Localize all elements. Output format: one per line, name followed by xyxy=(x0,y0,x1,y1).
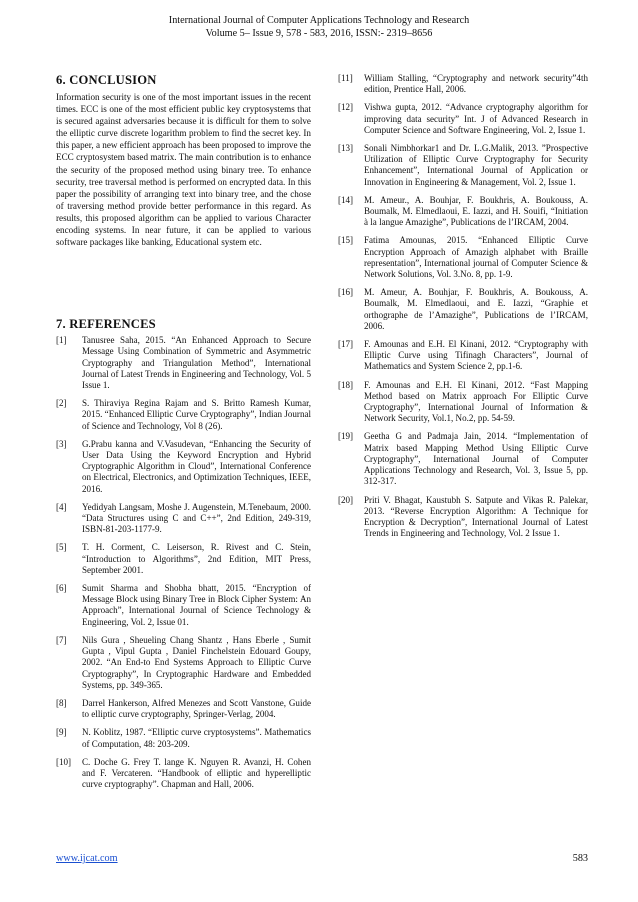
reference-text: Tanusree Saha, 2015. “An Enhanced Approach to Secure Message Using Combination of Symmetric and Asymmetric Cryptography and Triangulation Method”, International Journal of Latest Trends in Engineering and Technology, Vol. 5 Issue 1. xyxy=(82,335,311,391)
reference-text: Priti V. Bhagat, Kaustubh S. Satpute and Vikas R. Palekar, 2013. “Reverse Encryption Algorithm: A Technique for Encryption & Decryption”, International Journal of Latest Trends in Engineering and Technology, Vol. 2 Issue 1. xyxy=(364,494,588,539)
reference-item xyxy=(338,287,588,332)
reference-number: [15] xyxy=(338,235,354,246)
reference-number: [11] xyxy=(338,73,353,83)
reference-number: [18] xyxy=(338,379,354,390)
reference-text: William Stalling, “Cryptography and network security”4th edition, Prentice Hall, 2006. xyxy=(364,73,588,95)
reference-item xyxy=(56,542,311,576)
reference-item xyxy=(56,502,311,536)
page-header xyxy=(0,14,638,40)
reference-text: C. Doche G. Frey T. lange K. Nguyen R. Avanzi, H. Cohen and F. Vercateren. “Handbook of elliptic and hyperelliptic curve cryptography”. Chapman and Hall, 2006. xyxy=(82,756,311,790)
reference-text: T. H. Corment, C. Leiserson, R. Rivest and C. Stein, “Introduction to Algorithms”, 2nd Edition, MIT Press, September 2001. xyxy=(82,542,311,575)
reference-number: [20] xyxy=(338,494,354,505)
reference-number: [12] xyxy=(338,102,354,113)
reference-text: G.Prabu kanna and V.Vasudevan, “Enhancing the Security of User Data Using the Keyword Encryption and Hybrid Cryptographic Algorithm in Cloud”, International Conference on Electrical, Electronics, and Optimization Techniques, IEEE, 2016. xyxy=(82,438,311,494)
journal-title: International Journal of Computer Applications Technology and Research xyxy=(168,15,470,26)
reference-number: [8] xyxy=(56,697,67,708)
reference-item xyxy=(338,102,588,136)
conclusion-heading: 6. CONCLUSION xyxy=(56,73,157,87)
reference-number: [1] xyxy=(56,335,67,346)
reference-text: N. Koblitz, 1987. “Elliptic curve cryptosystems”. Mathematics of Computation, 48: 203-209. xyxy=(82,727,311,749)
reference-item xyxy=(56,757,311,791)
reference-number: [17] xyxy=(338,339,354,350)
reference-number: [14] xyxy=(338,194,354,205)
reference-text: Fatima Amounas, 2015. “Enhanced Elliptic Curve Encryption Approach of Amazigh alphabet with Braille representation”, International journal of Computer Science & Network Solutions, Vol. 3.No. 8, pp. 1-9. xyxy=(364,235,588,280)
reference-number: [7] xyxy=(56,634,67,645)
reference-text: M. Ameur., A. Bouhjar, F. Boukhris, A. Boukouss, A. Boumalk, M. Elmedlaoui, E. Iazzi, and H. Souifi, “Initiation à la langue Amazighe”, Publications de l’IRCAM, 2004. xyxy=(364,194,588,228)
reference-text: Sonali Nimbhorkar1 and Dr. L.G.Malik, 2013. ”Prospective Utilization of Elliptic Curve Cryptography for Security Enhancement”, International Journal of Application or Innovation in Engineering & Management, Vol. 2, Issue 1. xyxy=(364,143,588,187)
reference-item xyxy=(56,439,311,495)
reference-number: [6] xyxy=(56,583,67,594)
reference-item xyxy=(56,335,311,391)
reference-number: [19] xyxy=(338,431,354,442)
reference-item xyxy=(56,635,311,691)
reference-text: Darrel Hankerson, Alfred Menezes and Scott Vanstone, Guide to elliptic curve cryptography, Springer-Verlag, 2004. xyxy=(82,697,311,720)
reference-text: Sumit Sharma and Shobha bhatt, 2015. “Encryption of Message Block using Binary Tree in Block Cipher System: An Approach”, International Journal of Science Technology & Engineering, Vol. 2, Issue 01. xyxy=(82,583,311,627)
reference-item xyxy=(56,727,311,749)
volume-info: Volume 5– Issue 9, 578 - 583, 2016, ISSN:- 2319–8656 xyxy=(205,28,433,39)
page-footer xyxy=(56,853,588,864)
reference-item xyxy=(56,583,311,628)
reference-number: [10] xyxy=(56,756,72,767)
reference-item xyxy=(338,380,588,425)
reference-item xyxy=(338,235,588,280)
references-heading: 7. REFERENCES xyxy=(56,317,156,332)
reference-item xyxy=(338,143,588,188)
reference-number: [4] xyxy=(56,501,67,512)
reference-text: F. Amounas and E.H. El Kinani, 2012. “Cryptography with Elliptic Curve using Tifinagh Characters”, Journal of Mathematics and System Science 2, pp.1-6. xyxy=(364,339,588,372)
reference-number: [3] xyxy=(56,438,67,449)
reference-text: Vishwa gupta, 2012. “Advance cryptography algorithm for improving data security” Int. J of Advanced Research in Computer Science and Software Engineering, Vol. 2, Issue 1. xyxy=(364,102,588,135)
reference-number: [9] xyxy=(56,727,67,738)
page-number: 583 xyxy=(572,853,588,864)
reference-item xyxy=(338,195,588,229)
reference-list-left xyxy=(56,335,311,790)
reference-text: Nils Gura , Sheueling Chang Shantz , Hans Eberle , Sumit Gupta , Vipul Gupta , Daniel Finchelstein Edouard Goupy, 2002. “An End-to End Systems Approach to Elliptic Curve Cryptography”, In Cryptographic Hardware and Embedded Systems, pp. 349-365. xyxy=(82,634,311,690)
reference-text: S. Thiraviya Regina Rajam and S. Britto Ramesh Kumar, 2015. “Enhanced Elliptic Curve Cryptography”, Indian Journal of Science and Technology, Vol 8 (26). xyxy=(82,398,311,431)
reference-number: [5] xyxy=(56,542,67,553)
reference-text: M. Ameur, A. Bouhjar, F. Boukhris, A. Boukouss, A. Boumalk, M. Elmedlaoui, and E. Iazzi, “Graphie et orthographe de l’Amazighe”, Publications de l’IRCAM, 2006. xyxy=(364,287,588,331)
reference-item xyxy=(56,698,311,720)
reference-text: Yedidyah Langsam, Moshe J. Augenstein, M.Tenebaum, 2000. “Data Structures using C and C++”, 2nd Edition, 249-319, ISBN-81-203-1177-9. xyxy=(82,501,311,535)
reference-number: [16] xyxy=(338,287,354,298)
reference-text: Geetha G and Padmaja Jain, 2014. “Implementation of Matrix based Mapping Method Using Elliptic Curve Cryptography”, International Journal of Computer Applications Technology and Research, Vol. 3, Issue 5, pp. 312-317. xyxy=(364,431,588,487)
conclusion-text: Information security is one of the most important issues in the recent times. ECC is one of the most efficient public key cryptosystems that is secured against adversaries because it is difficult for them to solve the elliptic curve discrete logarithm problem to find the secret key. In this paper, a new efficient approach has been proposed to improve the ECC cryptosystem based matrix. The main contribution is to enhance the security of the proposed method using binary tree. To enhance security, tree traversal method is performed on encrypted data. In this paper the possibility of arranging text into binary tree, and the chose of traversing method provide better performance in this regard. As results, this proposed algorithm can be applied to various Character encoding systems. In near future, it can be applied to various software packages like banking, Educational system etc. xyxy=(56,92,311,248)
reference-item xyxy=(338,431,588,487)
reference-number: [2] xyxy=(56,398,67,409)
reference-text: F. Amounas and E.H. El Kinani, 2012. “Fast Mapping Method based on Matrix approach For Elliptic Curve Cryptography”, International Journal of Information & Network Security, Vol.1, No.2, pp. 54-59. xyxy=(364,379,588,424)
reference-item xyxy=(338,339,588,373)
left-column xyxy=(56,73,311,797)
reference-item xyxy=(338,73,588,95)
journal-link[interactable]: www.ijcat.com xyxy=(56,853,118,864)
right-column xyxy=(338,73,588,546)
reference-item xyxy=(338,495,588,540)
reference-item xyxy=(56,398,311,432)
reference-number: [13] xyxy=(338,143,354,154)
